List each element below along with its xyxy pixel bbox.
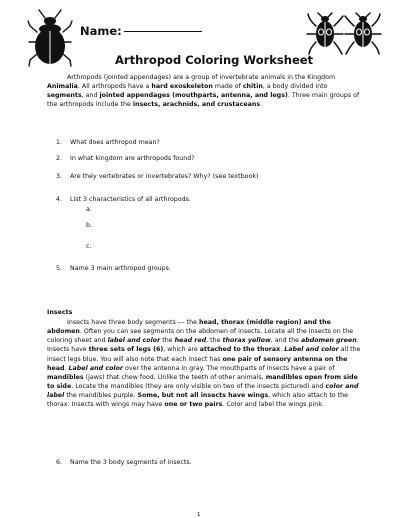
question-4-sub-b: b. — [86, 222, 92, 229]
question-4-sub-a: a. — [86, 206, 92, 213]
question-4: 4. List 3 characteristics of all arthropods. — [56, 196, 191, 203]
name-blank-line[interactable] — [124, 31, 202, 32]
beetle-icon — [27, 8, 73, 70]
question-1: 1. What does arthropod mean? — [56, 139, 160, 146]
insects-paragraph: Insects have three body segments --- the head, thorax (middle region) and the abdomen. Often you can see segments on the abdomen of insects. Locate all the insects on the coloring sheet and label and color the head red, the thorax yellow, and the abdomen green. Insects have three sets of legs (6), which are attached to the thorax. Label and color all the insect legs blue. You will also note that each insect has one pair of sensory antenna on the head. Label and color over the antenna in gray. The mouthparts of insects have a pair of mandibles (jaws) that chew food. Unlike the teeth of other animals, mandibles open from side to side. Locate the mandibles (they are only visible on two of the insects pictured) and color and label the mandibles purple. Some, but not all insects have wings, which also attach to the thorax. Insects with wings may have one or two pairs. Color and label the wings pink. — [47, 319, 361, 409]
page-number: 1 — [197, 512, 201, 518]
question-5: 5. Name 3 main arthropod groups. — [56, 265, 171, 272]
question-2: 2. In what kingdom are arthropods found? — [56, 155, 195, 162]
intro-paragraph: Arthropods (jointed appendages) are a group of invertebrate animals in the Kingdom Animalia. All arthropods have a hard exoskeleton made of chitin, a body divided into segments, and jointed appendages (mouthparts, antenna, and legs). Three main groups of the arthropods include the insects, arachnids, and crustaceans. — [47, 74, 360, 109]
name-field[interactable] — [80, 24, 202, 38]
question-6: 6. Name the 3 body segments of insects. — [56, 459, 192, 466]
question-3: 3. Are they vertebrates or invertebrates? Why? (see textbook) — [56, 173, 259, 180]
worksheet-title: Arthropod Coloring Worksheet — [115, 53, 314, 67]
name-label: Name: — [80, 24, 122, 38]
question-4-sub-c: c. — [86, 243, 92, 250]
decorative-beetles-icon — [306, 12, 382, 56]
insects-heading: Insects — [47, 309, 73, 316]
